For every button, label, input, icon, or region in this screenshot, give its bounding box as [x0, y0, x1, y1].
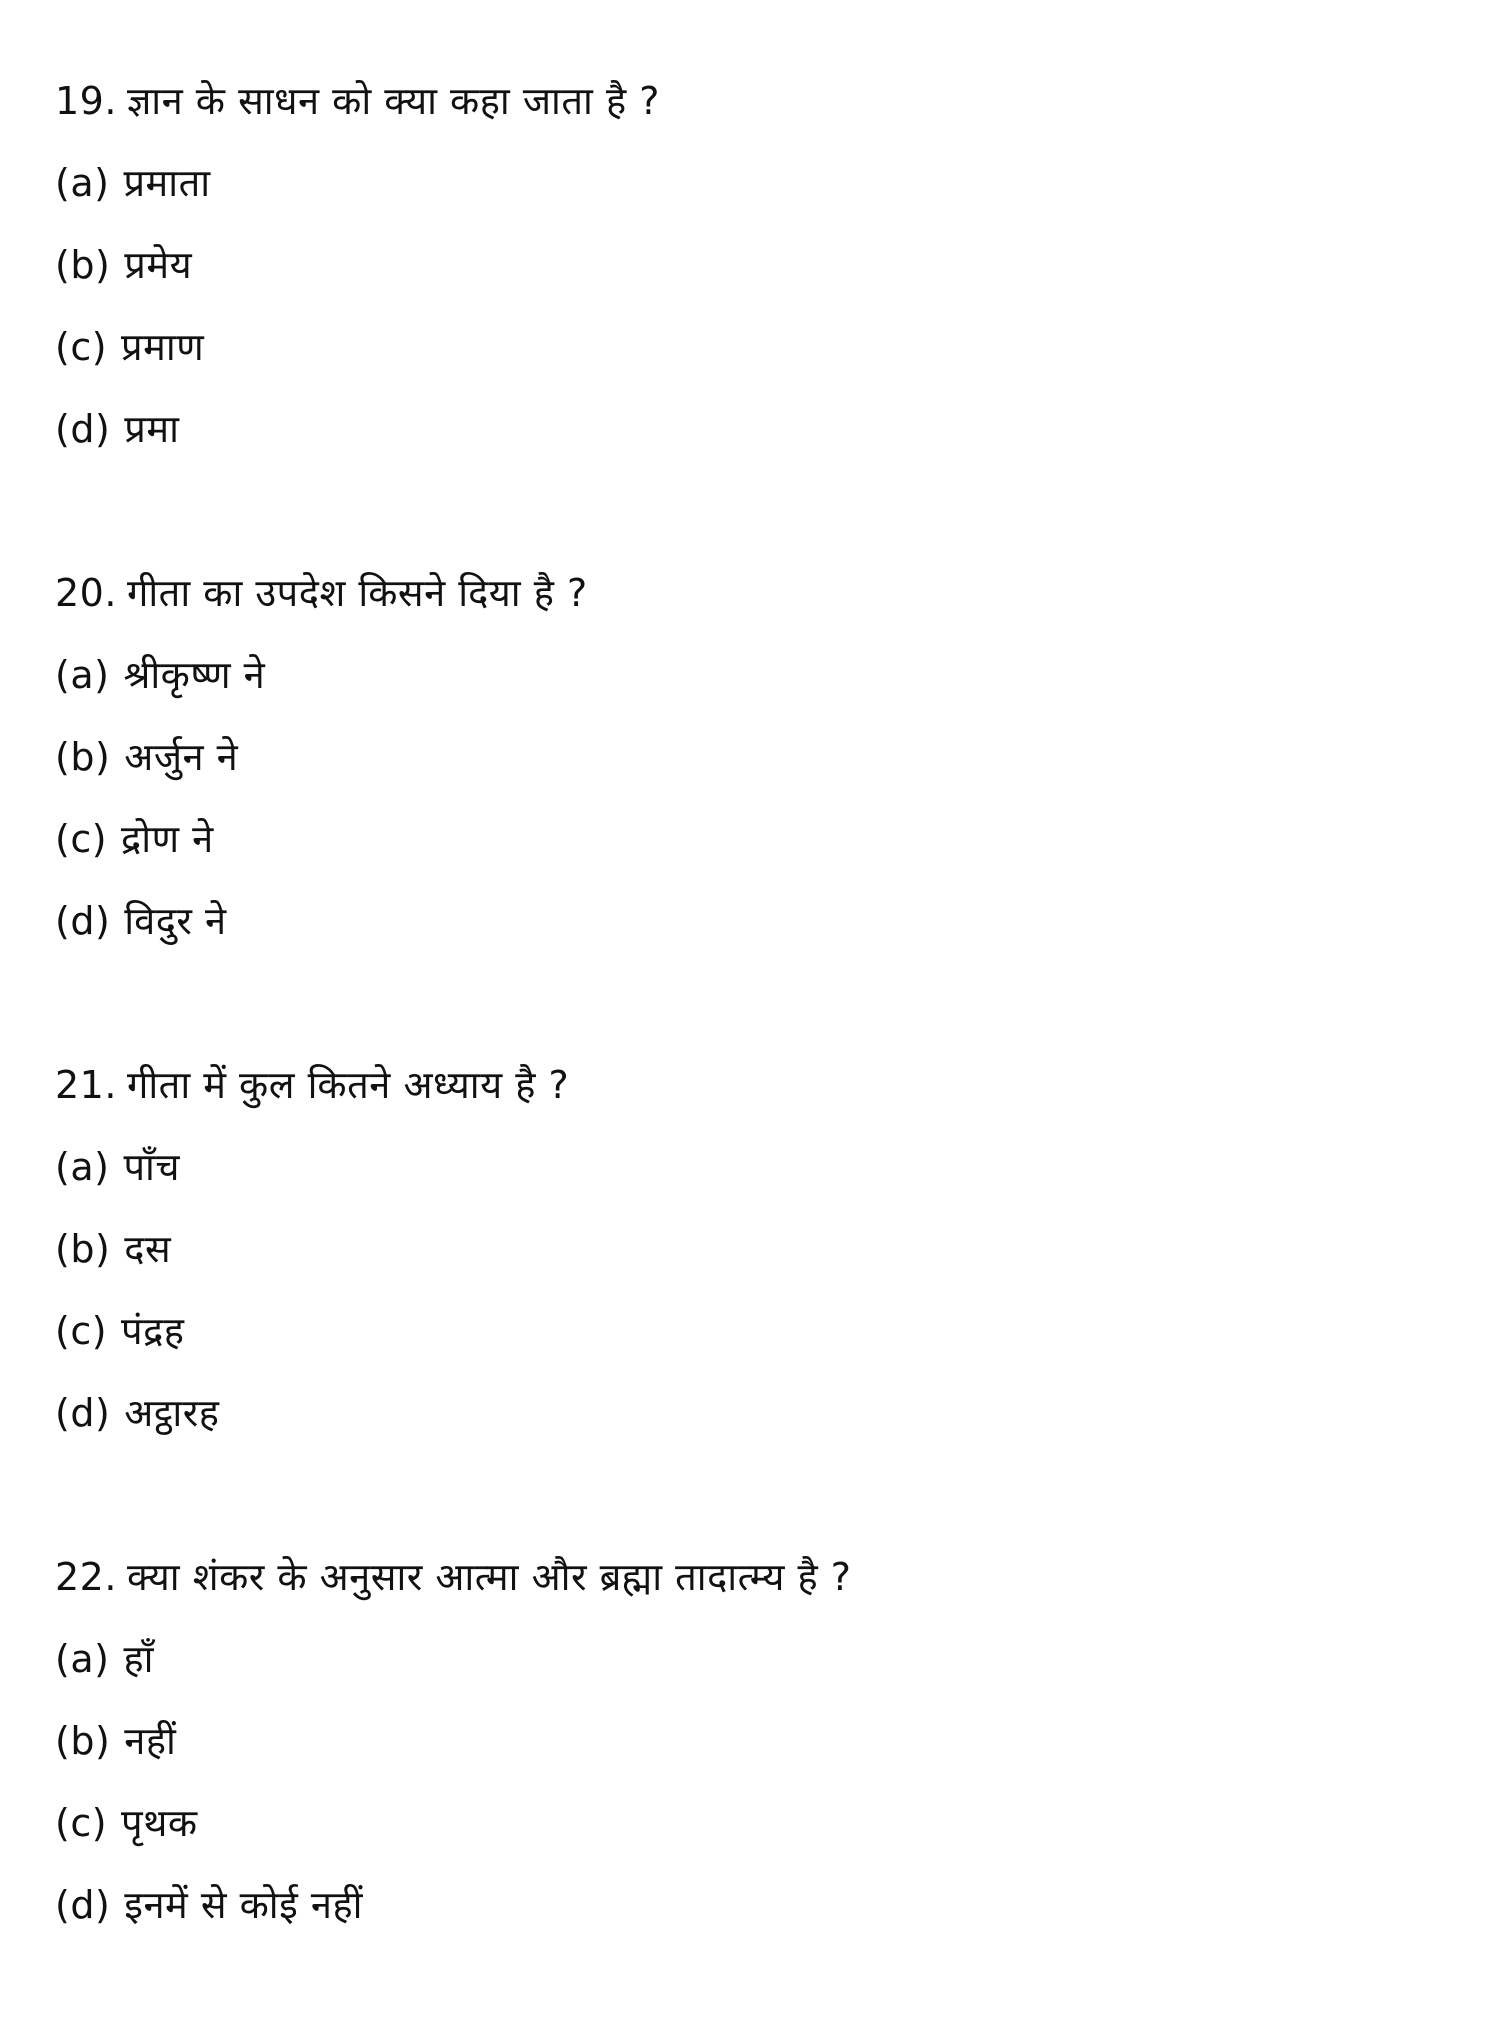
option-text: प्रमा — [124, 407, 180, 451]
option-b — [55, 1208, 1435, 1290]
question-label: गीता का उपदेश किसने दिया है ? — [126, 571, 588, 615]
option-letter: (d) — [55, 1883, 111, 1927]
option-text: प्रमाता — [123, 161, 211, 205]
question-number: 22. — [55, 1555, 117, 1599]
option-letter: (d) — [55, 1391, 111, 1435]
option-letter: (a) — [55, 1637, 110, 1681]
option-text: पंद्रह — [121, 1309, 185, 1353]
option-c — [55, 1290, 1435, 1372]
question-text — [55, 60, 1435, 142]
question-20 — [55, 552, 1435, 962]
option-text: नहीं — [124, 1719, 177, 1763]
option-letter: (a) — [55, 653, 110, 697]
option-a — [55, 1126, 1435, 1208]
question-number: 19. — [55, 79, 117, 123]
option-text: पाँच — [123, 1145, 180, 1189]
question-19 — [55, 60, 1435, 470]
question-number: 20. — [55, 571, 117, 615]
option-text: इनमें से कोई नहीं — [124, 1883, 363, 1927]
question-text — [55, 552, 1435, 634]
question-21 — [55, 1044, 1435, 1454]
question-22 — [55, 1536, 1435, 1946]
option-letter: (d) — [55, 407, 111, 451]
option-text: विदुर ने — [124, 899, 227, 943]
option-letter: (c) — [55, 1801, 108, 1845]
option-letter: (c) — [55, 325, 108, 369]
option-a — [55, 142, 1435, 224]
option-letter: (b) — [55, 1719, 111, 1763]
question-text — [55, 1044, 1435, 1126]
option-a — [55, 1618, 1435, 1700]
option-text: दस — [124, 1227, 172, 1271]
question-label: क्या शंकर के अनुसार आत्मा और ब्रह्मा तादात्म्य है ? — [126, 1555, 852, 1599]
option-c — [55, 306, 1435, 388]
option-letter: (c) — [55, 1309, 108, 1353]
option-b — [55, 716, 1435, 798]
option-text: अर्जुन ने — [124, 735, 239, 779]
question-number: 21. — [55, 1063, 117, 1107]
option-text: हाँ — [123, 1637, 154, 1681]
option-letter: (a) — [55, 1145, 110, 1189]
option-text: द्रोण ने — [121, 817, 214, 861]
option-d — [55, 880, 1435, 962]
option-c — [55, 798, 1435, 880]
option-text: प्रमेय — [124, 243, 193, 287]
option-d — [55, 1372, 1435, 1454]
option-letter: (b) — [55, 735, 111, 779]
option-letter: (b) — [55, 1227, 111, 1271]
option-text: प्रमाण — [121, 325, 205, 369]
option-d — [55, 388, 1435, 470]
option-a — [55, 634, 1435, 716]
option-b — [55, 224, 1435, 306]
question-text — [55, 1536, 1435, 1618]
option-b — [55, 1700, 1435, 1782]
option-letter: (d) — [55, 899, 111, 943]
option-text: अट्ठारह — [124, 1391, 220, 1435]
option-c — [55, 1782, 1435, 1864]
option-letter: (a) — [55, 161, 110, 205]
option-letter: (c) — [55, 817, 108, 861]
question-label: गीता में कुल कितने अध्याय है ? — [126, 1063, 570, 1107]
question-label: ज्ञान के साधन को क्या कहा जाता है ? — [126, 79, 660, 123]
option-text: श्रीकृष्ण ने — [123, 653, 266, 697]
option-letter: (b) — [55, 243, 111, 287]
option-d — [55, 1864, 1435, 1946]
option-text: पृथक — [121, 1801, 198, 1845]
